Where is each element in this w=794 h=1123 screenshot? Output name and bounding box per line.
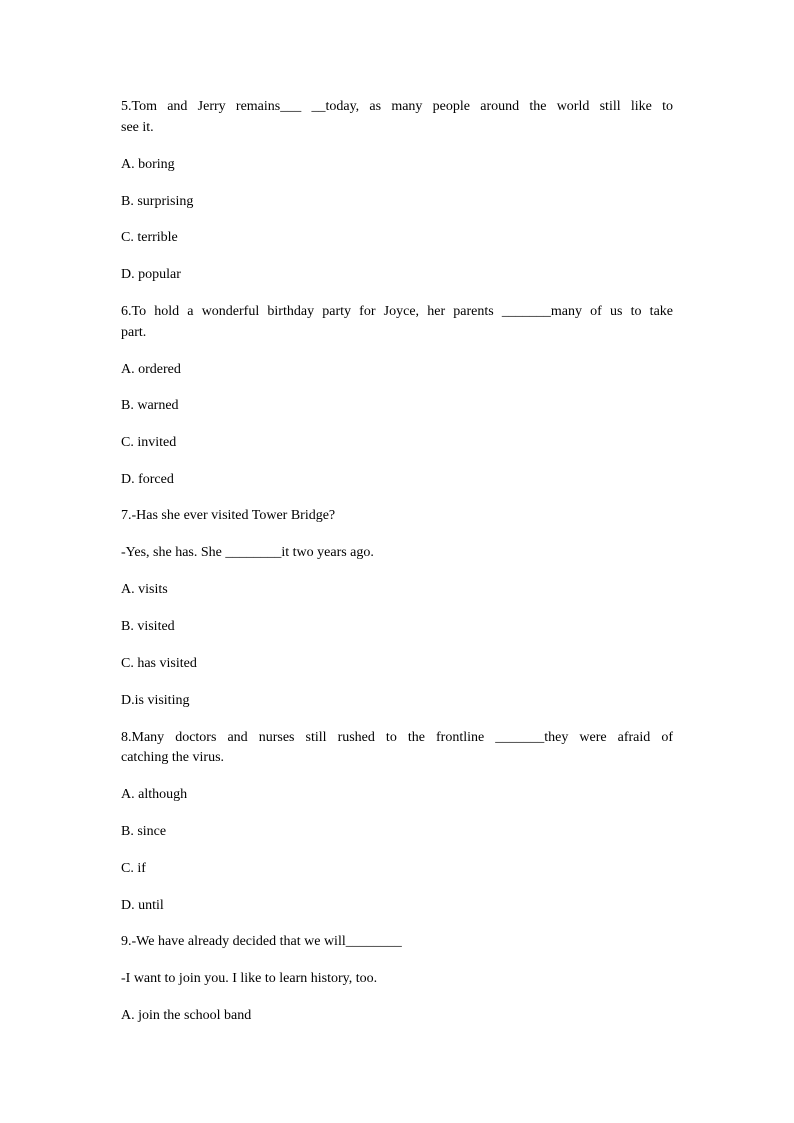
question-7-stem-line-1: 7.-Has she ever visited Tower Bridge?	[121, 508, 336, 523]
question-7-stem-line-2: -Yes, she has. She ________it two years ago.	[121, 545, 374, 560]
question-5-option-b: B. surprising	[121, 194, 194, 209]
question-5-option-c: C. terrible	[121, 230, 178, 245]
question-6-stem-line-1: 6.To hold a wonderful birthday party for Joyce, her parents _______many of us to take	[121, 304, 673, 319]
question-8-option-d: D. until	[121, 898, 164, 913]
question-7-option-a: A. visits	[121, 582, 168, 597]
question-5-option-d: D. popular	[121, 267, 181, 282]
question-6-stem-line-2: part.	[121, 325, 147, 340]
question-8-stem-line-2: catching the virus.	[121, 750, 225, 765]
question-6-option-b: B. warned	[121, 398, 179, 413]
question-8-option-c: C. if	[121, 861, 146, 876]
question-7-option-d: D.is visiting	[121, 693, 190, 708]
question-9-stem-line-2: -I want to join you. I like to learn history, too.	[121, 971, 378, 986]
question-6-option-c: C. invited	[121, 435, 177, 450]
question-9-stem-line-1: 9.-We have already decided that we will________	[121, 934, 402, 949]
question-9-option-a: A. join the school band	[121, 1008, 252, 1023]
question-5-option-a: A. boring	[121, 157, 175, 172]
question-8-option-a: A. although	[121, 787, 188, 802]
question-5-stem-line-2: see it.	[121, 120, 154, 135]
question-7-option-c: C. has visited	[121, 656, 197, 671]
question-5-stem-line-1: 5.Tom and Jerry remains___ __today, as many people around the world still like to	[121, 99, 673, 114]
question-8-option-b: B. since	[121, 824, 167, 839]
question-6-option-a: A. ordered	[121, 362, 181, 377]
question-8-stem-line-1: 8.Many doctors and nurses still rushed to the frontline _______they were afraid of	[121, 730, 673, 745]
question-7-option-b: B. visited	[121, 619, 175, 634]
question-6-option-d: D. forced	[121, 472, 174, 487]
